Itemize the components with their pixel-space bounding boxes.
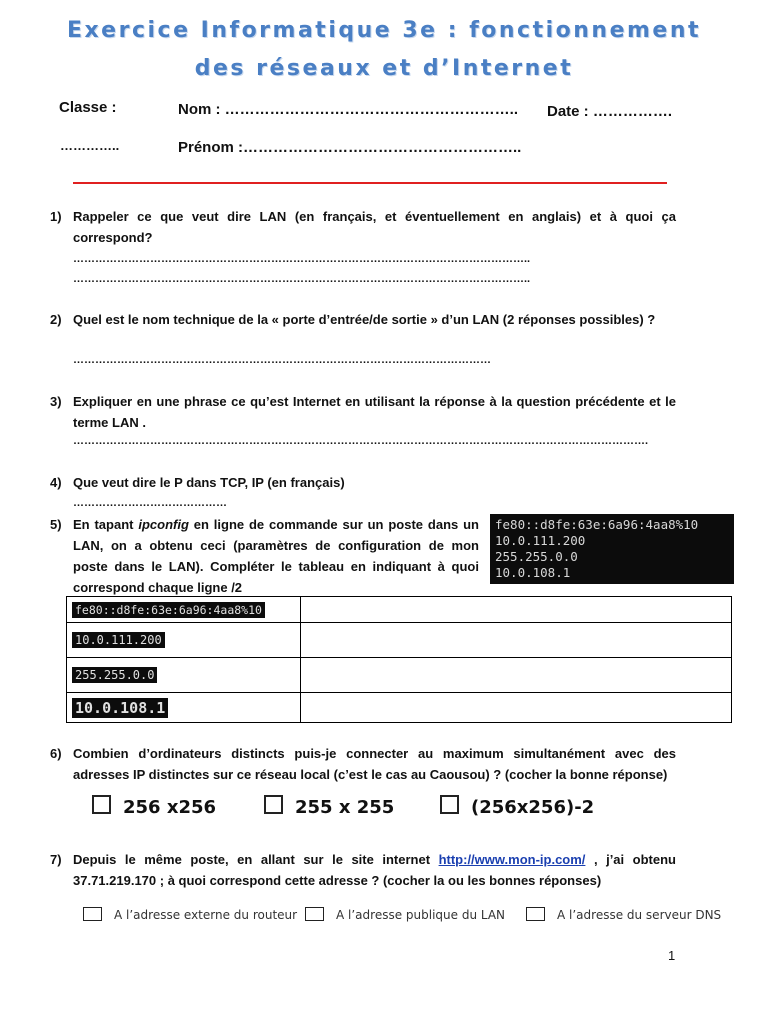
q7-option-1[interactable]: A l’adresse externe du routeur xyxy=(83,907,297,922)
page-number: 1 xyxy=(668,948,676,963)
q2-answer-line: …………………………………………………………………………………………………… xyxy=(73,354,491,366)
terminal-line: 255.255.0.0 xyxy=(495,549,578,564)
q6-option-2[interactable]: 255 x 255 xyxy=(264,795,394,818)
q3-answer-line: …………………………………………………………………………………………………………………………………………. xyxy=(73,435,649,447)
q6-number: 6) xyxy=(50,746,62,761)
q6-text: Combien d’ordinateurs distincts puis-je connecter au maximum simultanément avec des adresses IP distinctes sur ce réseau local (c’est le cas au Caousou) ? (cocher la bonne réponse) xyxy=(73,746,676,782)
ip-chip: 255.255.0.0 xyxy=(72,667,157,683)
q6-option-3[interactable]: (256x256)-2 xyxy=(440,795,594,818)
terminal-line: fe80::d8fe:63e:6a96:4aa8%10 xyxy=(495,517,699,532)
checkbox[interactable] xyxy=(264,795,283,814)
q3-text: Expliquer en une phrase ce qu’est Internet en utilisant la réponse à la question précédente et le terme LAN . xyxy=(73,394,676,430)
date-field: Date : ……………. xyxy=(547,103,673,120)
q6-option-1[interactable]: 256 x256 xyxy=(92,795,216,818)
table-cell-ip xyxy=(67,658,301,693)
q1-answer-line-2: …………………………………………………………………………………………………………….. xyxy=(73,273,531,285)
title-line-1: Exercice Informatique 3e : fonctionnement xyxy=(66,18,702,43)
header-divider xyxy=(73,182,667,184)
nom-field: Nom : ………………………………………………….. xyxy=(178,101,518,118)
classe-label: Classe : xyxy=(59,99,117,116)
table-cell-ip xyxy=(67,597,301,623)
q2-number: 2) xyxy=(50,312,62,327)
table-row xyxy=(67,623,732,658)
terminal-line: 10.0.111.200 xyxy=(495,533,586,548)
q7-number: 7) xyxy=(50,852,62,867)
checkbox[interactable] xyxy=(305,907,324,921)
q3-number: 3) xyxy=(50,394,62,409)
checkbox[interactable] xyxy=(526,907,545,921)
table-row xyxy=(67,693,732,723)
mon-ip-link[interactable]: http://www.mon-ip.com/ xyxy=(438,852,586,867)
ipconfig-terminal xyxy=(490,514,734,584)
q4-text: Que veut dire le P dans TCP, IP (en français) xyxy=(73,475,345,490)
answer-cell[interactable] xyxy=(301,623,732,658)
q1-answer-line-1: …………………………………………………………………………………………………………….. xyxy=(73,253,531,265)
checkbox[interactable] xyxy=(440,795,459,814)
q5-text: En tapant ipconfig en ligne de commande sur un poste dans un LAN, on a obtenu ceci (paramètres de configuration de mon poste dans le LAN). Compléter le tableau en indiquant à quoi correspond chaque ligne /2 xyxy=(73,517,479,595)
q1-text: Rappeler ce que veut dire LAN (en français, et éventuellement en anglais) et à quoi ça correspond? xyxy=(73,209,676,245)
terminal-line: 10.0.108.1 xyxy=(495,565,571,580)
q5-number: 5) xyxy=(50,517,62,532)
classe-dots: ………….. xyxy=(60,138,120,153)
table-cell-ip xyxy=(67,623,301,658)
answer-cell[interactable] xyxy=(301,693,732,723)
ip-chip: fe80::d8fe:63e:6a96:4aa8%10 xyxy=(72,602,265,618)
answer-cell[interactable] xyxy=(301,597,732,623)
ip-chip: 10.0.111.200 xyxy=(72,632,165,648)
ipconfig-table xyxy=(66,596,732,723)
q4-number: 4) xyxy=(50,475,62,490)
table-row xyxy=(67,658,732,693)
answer-cell[interactable] xyxy=(301,658,732,693)
ip-chip: 10.0.108.1 xyxy=(72,698,168,718)
q2-text: Quel est le nom technique de la « porte d’entrée/de sortie » d’un LAN (2 réponses possibles) ? xyxy=(73,312,656,327)
q7-text: Depuis le même poste, en allant sur le site internet http://www.mon-ip.com/ , j’ai obtenu 37.71.219.170 ; à quoi correspond cette adresse ? (cocher la ou les bonnes réponses) xyxy=(73,852,676,888)
table-cell-ip xyxy=(67,693,301,723)
checkbox[interactable] xyxy=(83,907,102,921)
prenom-field: Prénom :……………………………………………….. xyxy=(178,139,522,156)
q7-option-2[interactable]: A l’adresse publique du LAN xyxy=(305,907,505,922)
q7-option-3[interactable]: A l’adresse du serveur DNS xyxy=(526,907,721,922)
title-line-2: des réseaux et d’Internet xyxy=(194,56,574,81)
q1-number: 1) xyxy=(50,209,62,224)
table-row xyxy=(67,597,732,623)
q4-answer-line: …………………………………… xyxy=(73,497,227,509)
checkbox[interactable] xyxy=(92,795,111,814)
